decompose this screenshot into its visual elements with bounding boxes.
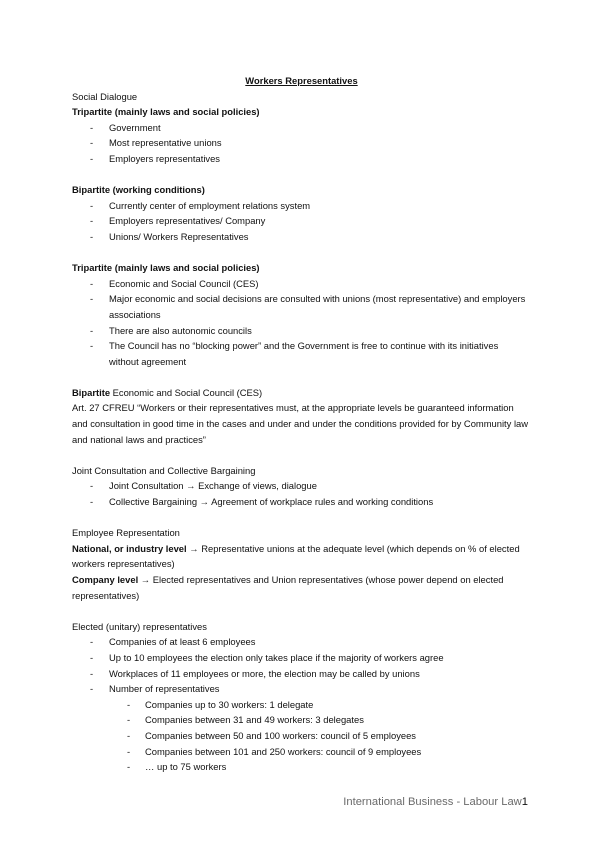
page-title: Workers Representatives [245, 75, 358, 86]
tripartite-ces-heading: Tripartite (mainly laws and social policies) [72, 262, 260, 274]
list-item: - There are also autonomic councils [72, 323, 528, 339]
joint-consultation-heading: Joint Consultation and Collective Bargaining [72, 464, 256, 476]
list-item: - Companies of at least 6 employees [72, 634, 528, 650]
page-number: 1 [521, 796, 528, 808]
tripartite-heading: Tripartite (mainly laws and social policies) [72, 106, 260, 118]
social-dialogue-label: Social Dialogue [72, 90, 138, 102]
list-item: - Major economic and social decisions are consulted with unions (most representative) and employers associations [72, 291, 528, 322]
list-item: - Collective Bargaining → Agreement of workplace rules and working conditions [72, 494, 528, 510]
list-item: - The Council has no “blocking power” and the Government is free to continue with its initiatives without agreement [72, 338, 528, 369]
list-item: - Joint Consultation → Exchange of views, dialogue [72, 478, 528, 494]
joint-consultation-list [72, 478, 528, 509]
bipartite-list [72, 198, 528, 245]
page-footer [343, 796, 528, 808]
list-item: - Government [72, 120, 528, 136]
list-item: - Economic and Social Council (CES) [72, 276, 528, 292]
list-item: - Employers representatives [72, 151, 528, 167]
list-item: - Workplaces of 11 employees or more, the election may be called by unions [72, 666, 528, 682]
company-level-paragraph [72, 572, 528, 603]
footer-course: International Business - Labour Law [343, 796, 522, 808]
spacer [72, 447, 528, 463]
elected-list [72, 634, 528, 696]
sub-list-item: - … up to 75 workers [72, 759, 528, 775]
company-level-text: → Elected representatives and Union representatives (whose power depend on elected representatives) [72, 574, 504, 601]
sub-list-item: - Companies up to 30 workers: 1 delegate [72, 697, 528, 713]
spacer [72, 245, 528, 261]
employee-representation-heading: Employee Representation [72, 527, 180, 539]
list-item: - Up to 10 employees the election only takes place if the majority of workers agree [72, 650, 528, 666]
spacer [72, 369, 528, 385]
tripartite-ces-list [72, 276, 528, 370]
representatives-count-list [72, 697, 528, 775]
spacer [72, 510, 528, 526]
sub-list-item: - Companies between 101 and 250 workers: council of 9 employees [72, 744, 528, 760]
spacer [72, 603, 528, 619]
elected-representatives-heading: Elected (unitary) representatives [72, 620, 207, 632]
list-item: - Employers representatives/ Company [72, 213, 528, 229]
bipartite-ces-rest: Economic and Social Council (CES) [110, 386, 263, 398]
spacer [72, 167, 528, 183]
document-body [72, 73, 528, 775]
list-item: - Currently center of employment relations system [72, 198, 528, 214]
sub-list-item: - Companies between 50 and 100 workers: council of 5 employees [72, 728, 528, 744]
bipartite-ces-heading [72, 385, 528, 401]
list-item: - Number of representatives [72, 681, 528, 697]
list-item: - Unions/ Workers Representatives [72, 229, 528, 245]
bipartite-heading: Bipartite (working conditions) [72, 184, 205, 196]
bipartite-ces-bold: Bipartite [72, 386, 111, 398]
company-level-label: Company level [72, 574, 139, 585]
list-item: - Most representative unions [72, 135, 528, 151]
sub-list-item: - Companies between 31 and 49 workers: 3 delegates [72, 712, 528, 728]
tripartite-list [72, 120, 528, 167]
national-level-text: → Representative unions at the adequate level (which depends on % of elected workers representatives) [72, 542, 520, 570]
national-level-paragraph [72, 541, 528, 572]
art-27-quote: Art. 27 CFREU “Workers or their representatives must, at the appropriate levels be guaranteed information and consultation in good time in the cases and under and under the conditions provided for by Community law and national laws and practices” [72, 402, 529, 445]
national-level-label: National, or industry level [72, 542, 187, 554]
